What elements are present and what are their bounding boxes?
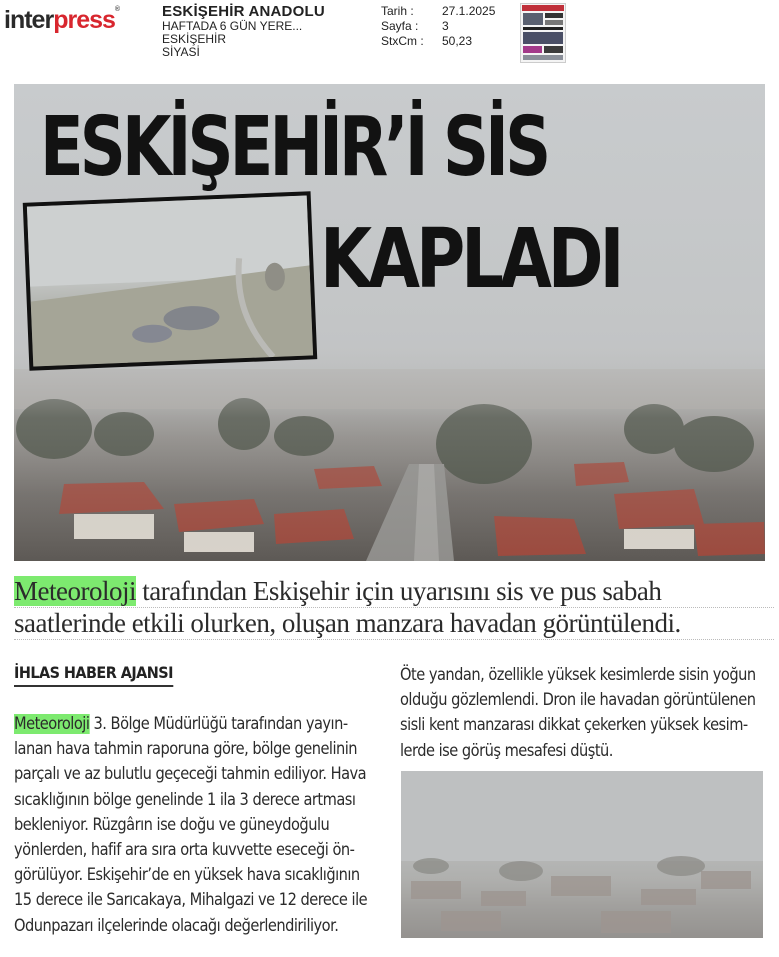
publication-name: ESKİŞEHİR ANADOLU — [162, 3, 325, 20]
newspaper-page-thumbnail[interactable] — [520, 3, 566, 63]
body-line: görülüyor. Eskişehir’de en yüksek hava sıcaklığının — [14, 865, 360, 886]
article-body-column-2 — [400, 663, 772, 764]
body-line: yönlerden, hafif ara sıra orta kuvvette eseceği ön- — [14, 840, 355, 861]
body-line-text: 3. Bölge Müdürlüğü tarafından yayın- — [89, 714, 348, 734]
body-line: lanan hava tahmin raporuna göre, bölge genelinin — [14, 739, 358, 760]
inset-photo — [23, 191, 318, 370]
body-highlight: Meteoroloji — [14, 714, 90, 734]
publication-info — [162, 4, 325, 59]
deck-highlight: Meteoroloji — [14, 576, 136, 606]
body-line: olduğu gözlemlendi. Dron ile havadan görüntülenen — [400, 690, 756, 711]
body-line: 15 derece ile Sarıcakaya, Mihalgazi ve 12 derece ile — [14, 890, 368, 911]
article-body-column-1 — [14, 712, 386, 939]
meta-key: Tarih : — [381, 4, 414, 18]
body-line: Öte yandan, özellikle yüksek kesimlerde sisin yoğun — [400, 665, 756, 685]
headline-line-1: ESKİŞEHİR’İ SİS — [40, 100, 548, 195]
foggy-rooftops-illustration — [401, 771, 763, 938]
publication-city: ESKİŞEHİR — [162, 32, 227, 46]
meta-row-date — [381, 4, 495, 19]
logo-part-press: press — [53, 6, 115, 34]
body-line: lerde ise görüş mesafesi düştü. — [400, 740, 613, 761]
secondary-photo — [401, 771, 763, 938]
body-line: parçalı ve az bulutlu geçeceği tahmin ediliyor. Hava — [14, 764, 367, 785]
clipping-meta — [381, 4, 495, 49]
byline: İHLAS HABER AJANSI — [14, 663, 173, 687]
body-line: bekleniyor. Rüzgârın ise doğu ve güneydoğulu — [14, 814, 330, 835]
meta-row-page — [381, 19, 495, 34]
deck-line-1-text: tarafından Eskişehir için uyarısını sis ve pus sabah — [135, 576, 662, 606]
meta-key: StxCm : — [381, 34, 424, 48]
thumbnail-graphic — [521, 4, 565, 62]
meta-row-stxcm — [381, 34, 495, 49]
article-deck — [14, 576, 774, 640]
logo-part-inter: inter — [4, 6, 54, 34]
body-line: Odunpazarı ilçelerinde olacağı değerlendiriliyor. — [14, 915, 339, 936]
meta-key: Sayfa : — [381, 19, 419, 33]
logo-registered-mark: ® — [114, 6, 120, 13]
meta-value: 3 — [442, 19, 449, 33]
deck-line-2: saatlerinde etkili olurken, oluşan manzara havadan görüntülendi. — [14, 608, 774, 640]
deck-line-1 — [14, 576, 774, 608]
interpress-logo — [4, 6, 119, 35]
body-line — [14, 712, 348, 737]
body-line: sıcaklığının bölge genelinde 1 ila 3 derece artması — [14, 789, 356, 810]
headline-line-2: KAPLADI — [320, 212, 621, 307]
publication-frequency: HAFTADA 6 GÜN YERE... — [162, 19, 303, 33]
meta-value: 27.1.2025 — [442, 4, 496, 18]
publication-category: SİYASİ — [162, 45, 200, 59]
inset-park-illustration — [27, 195, 313, 366]
body-line: sisli kent manzarası dikkat çekerken yüksek kesim- — [400, 715, 748, 736]
hero-photo — [14, 84, 765, 561]
meta-value: 50,23 — [442, 34, 473, 48]
